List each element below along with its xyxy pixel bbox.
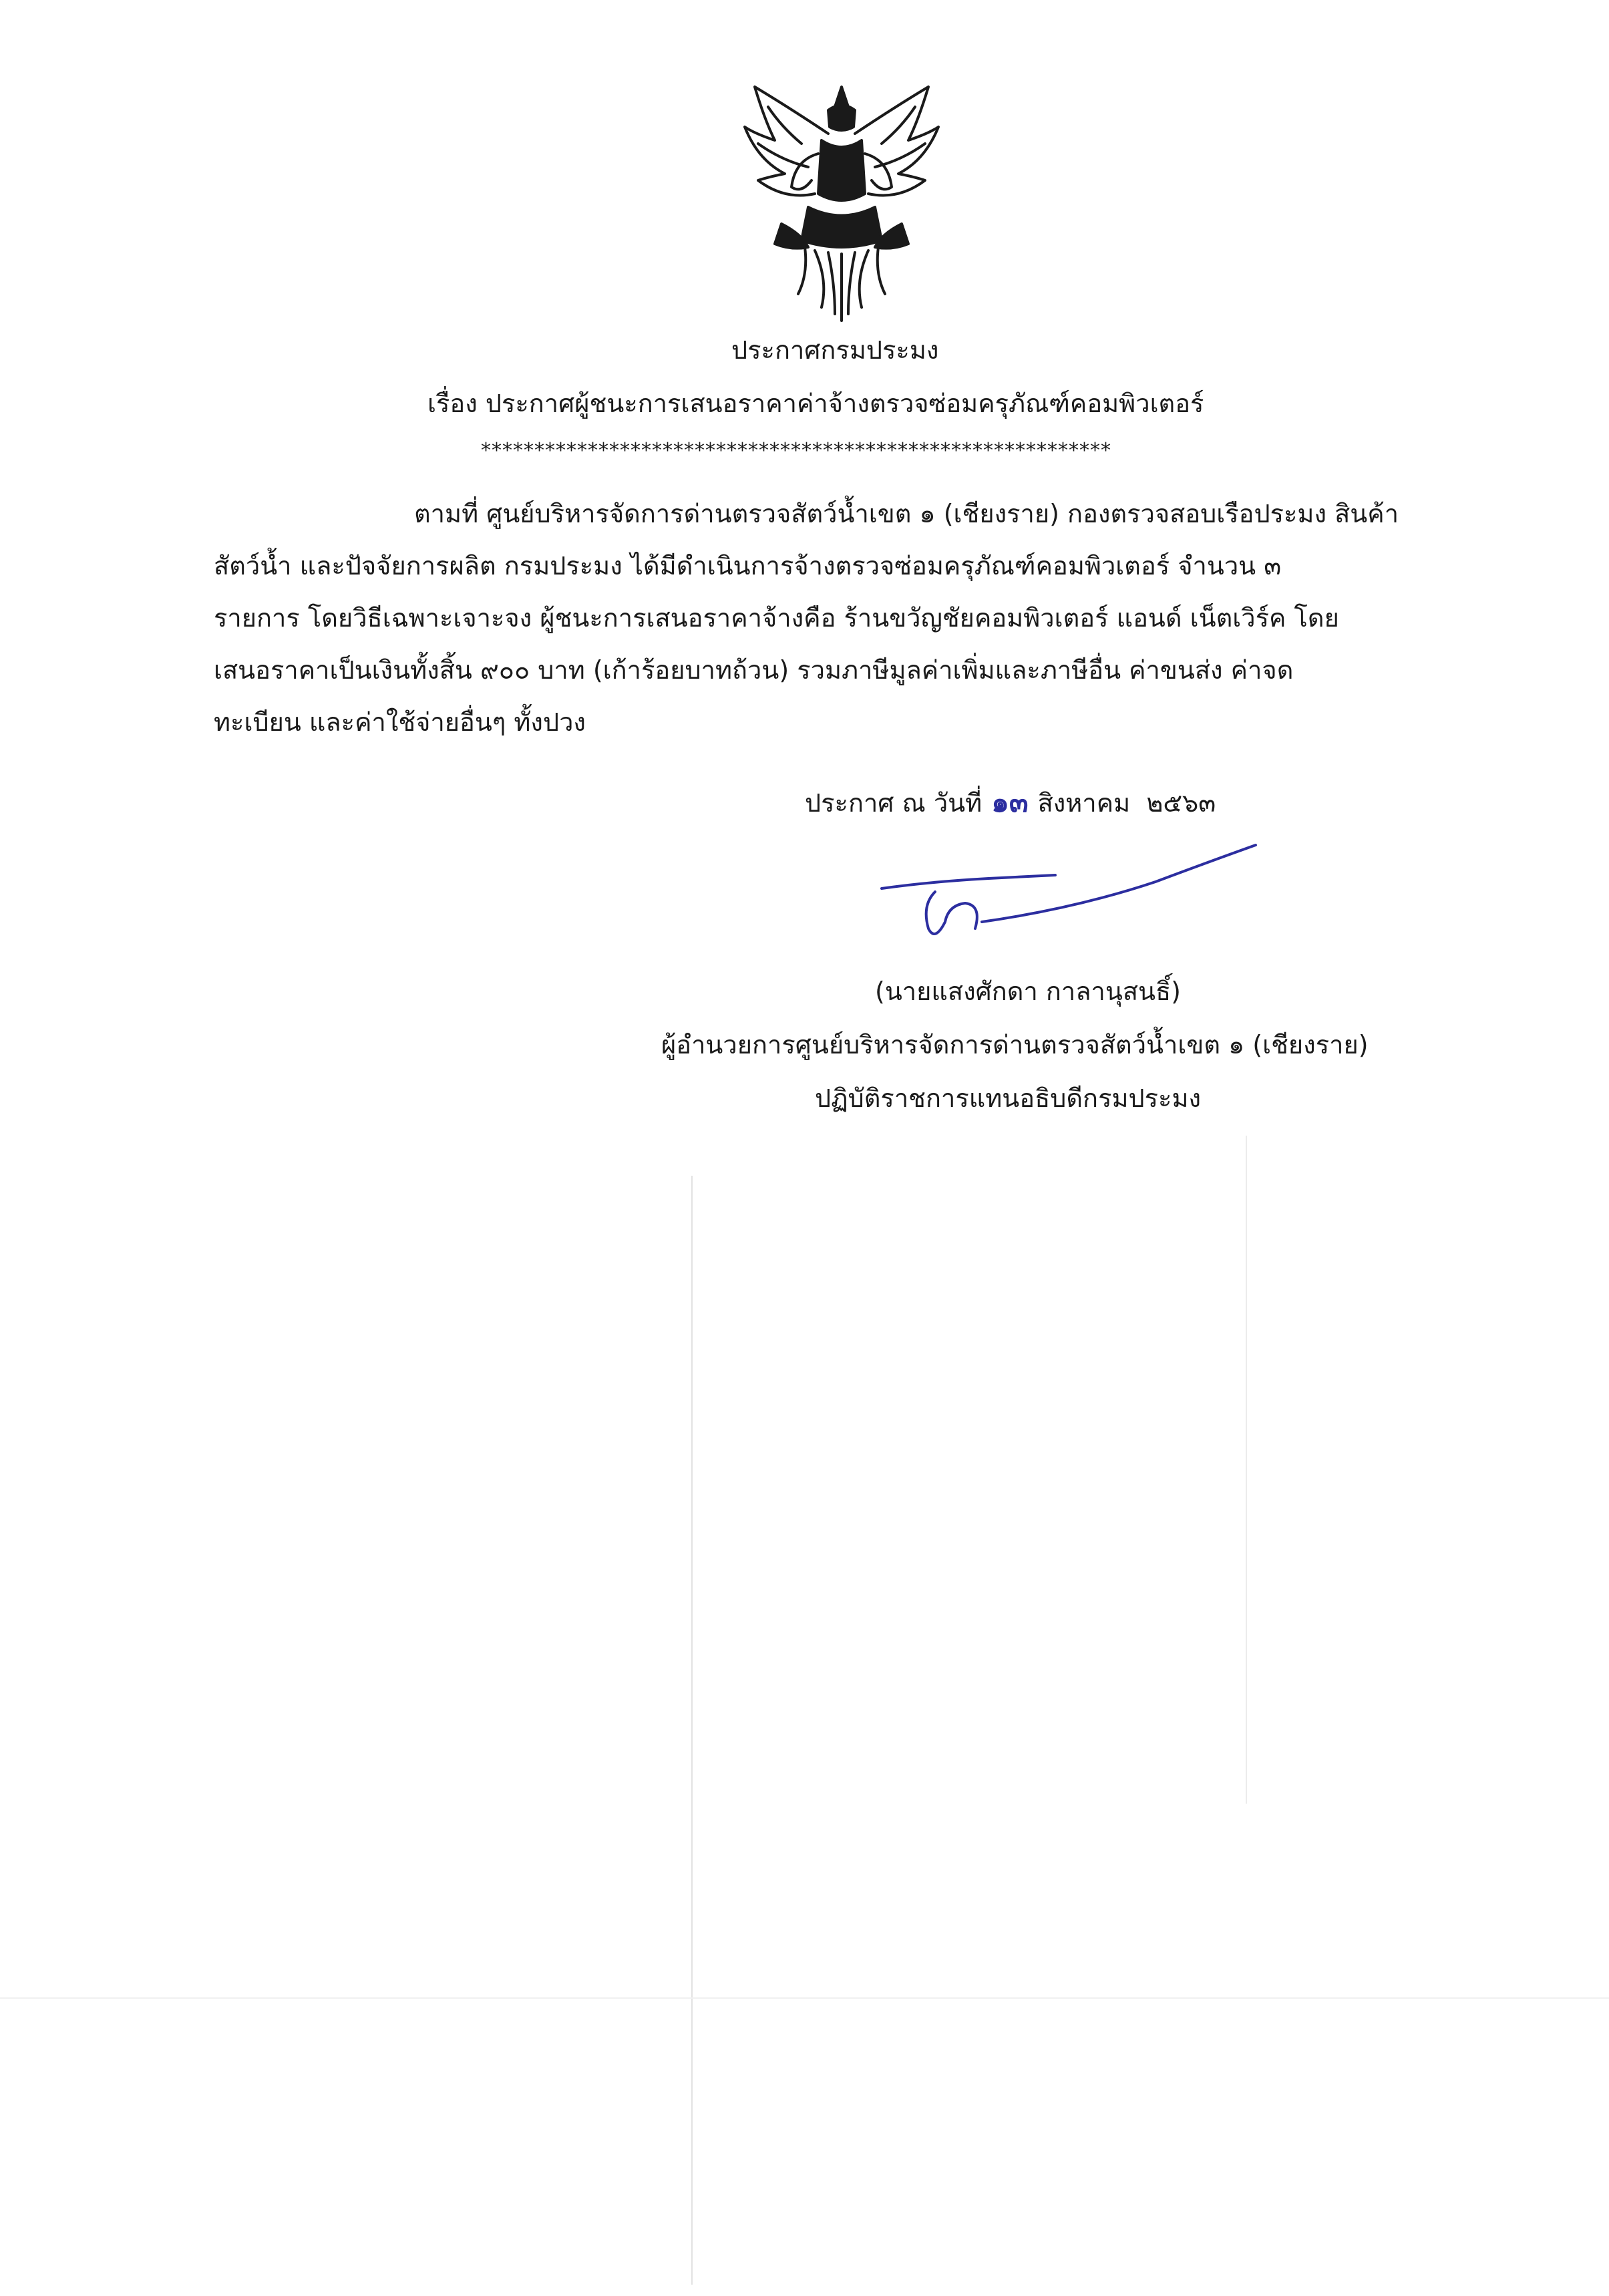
garuda-emblem [728, 80, 955, 327]
date-month: สิงหาคม [1037, 788, 1131, 818]
body-line-1: ตามที่ ศูนย์บริหารจัดการด่านตรวจสัตว์น้ำเขต ๑ (เชียงราย) กองตรวจสอบเรือประมง สินค้า [414, 499, 1399, 528]
signature [875, 842, 1262, 955]
body-line-3: รายการ โดยวิธีเฉพาะเจาะจง ผู้ชนะการเสนอราคาจ้างคือ ร้านขวัญชัยคอมพิวเตอร์ แอนด์ เน็ตเวิร์ค โดย [214, 603, 1339, 633]
document-title: ประกาศกรมประมง [731, 335, 939, 365]
body-line-5: ทะเบียน และค่าใช้จ่ายอื่นๆ ทั้งปวง [214, 707, 586, 737]
date-day: ๑๓ [991, 786, 1029, 818]
scan-artifact-vertical [691, 1176, 693, 2285]
scan-artifact-vertical-2 [1246, 1136, 1247, 1804]
date-year: ๒๕๖๓ [1146, 788, 1216, 818]
subject-divider: *********************************************************** [481, 439, 1111, 462]
body-line-4: เสนอราคาเป็นเงินทั้งสิ้น ๙๐๐ บาท (เก้าร้อยบาทถ้วน) รวมภาษีมูลค่าเพิ่มและภาษีอื่น ค่าขนส่ง ค่าจด [214, 655, 1294, 685]
date-prefix: ประกาศ ณ วันที่ [805, 788, 982, 818]
body-line-2: สัตว์น้ำ และปัจจัยการผลิต กรมประมง ได้มีดำเนินการจ้างตรวจซ่อมครุภัณฑ์คอมพิวเตอร์ จำนวน ๓ [214, 551, 1282, 581]
announcement-date [805, 788, 1216, 816]
signer-name: (นายแสงศักดา กาลานุสนธิ์) [875, 977, 1182, 1006]
document-subject: เรื่อง ประกาศผู้ชนะการเสนอราคาค่าจ้างตรวจซ่อมครุภัณฑ์คอมพิวเตอร์ [427, 389, 1204, 418]
signer-acting-title: ปฏิบัติราชการแทนอธิบดีกรมประมง [815, 1084, 1202, 1113]
signer-position: ผู้อำนวยการศูนย์บริหารจัดการด่านตรวจสัตว์น้ำเขต ๑ (เชียงราย) [661, 1030, 1369, 1059]
scan-artifact-horizontal [0, 1997, 1609, 1999]
